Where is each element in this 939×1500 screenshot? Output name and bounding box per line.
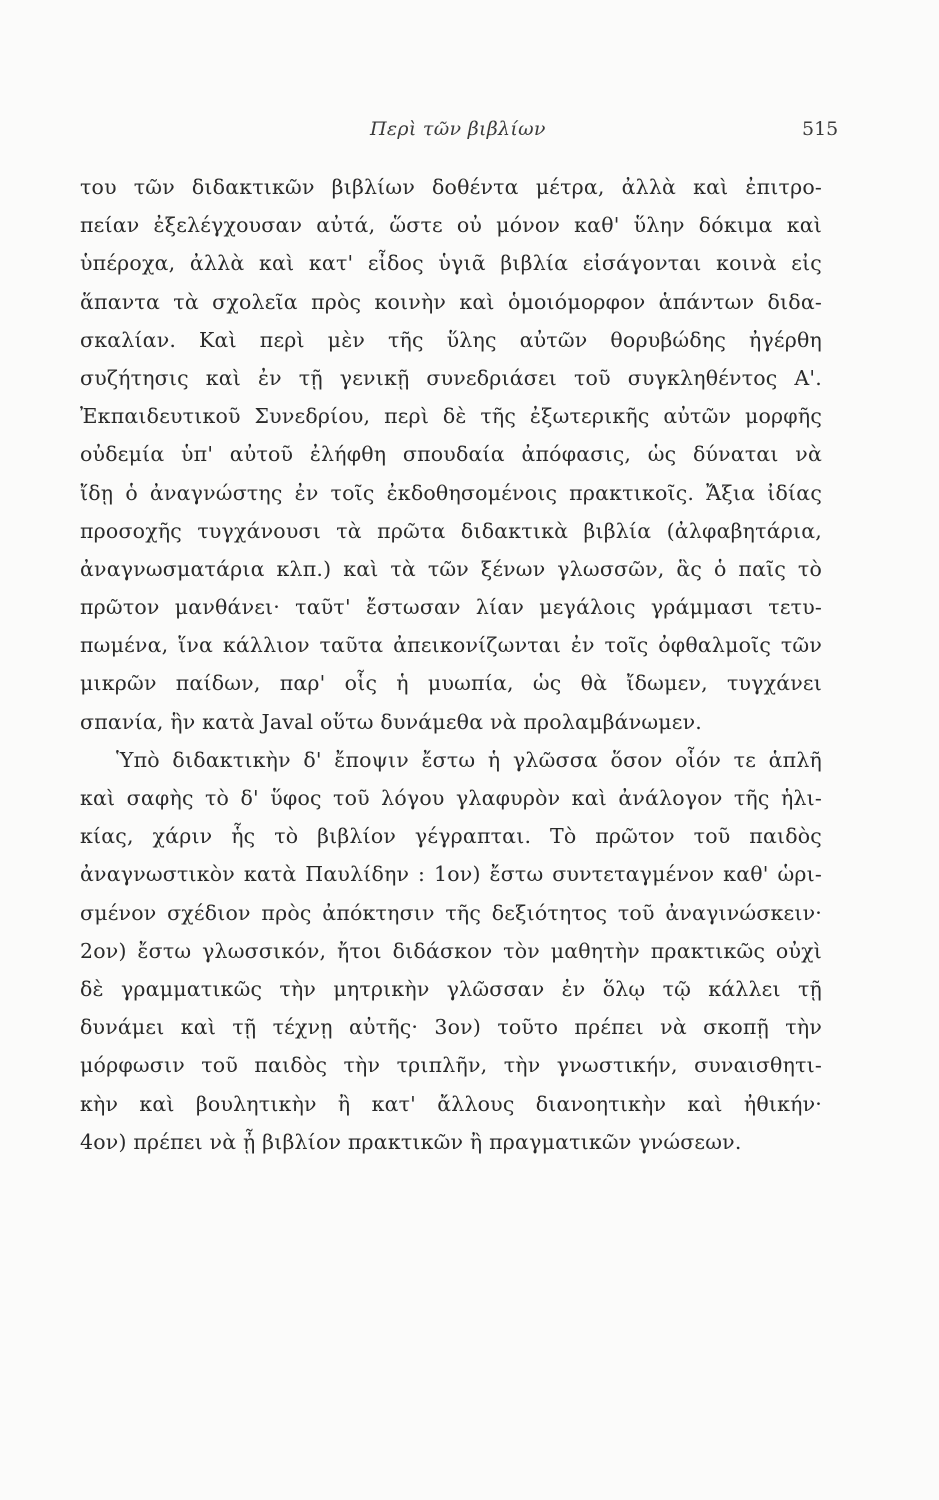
text-line: συζήτησις καὶ ἐν τῇ γενικῇ συνεδριάσει τοῦ συγκληθέντος Α'. (80, 365, 822, 390)
text-line: ἀναγνωστικὸν κατὰ Παυλίδην : 1ον) ἔστω συντεταγμένον καθ' ὡρι- (80, 862, 822, 887)
text-line: ἴδῃ ὁ ἀναγνώστης ἐν τοῖς ἐκδοθησομένοις πρακτικοῖς. Ἄξια ἰδίας (80, 480, 822, 505)
text-line: σπανία, ἣν κατὰ Javal οὕτω δυνάμεθα νὰ προλαμβάνωμεν. (80, 709, 702, 734)
text-line: κίας, χάριν ἧς τὸ βιβλίον γέγραπται. Τὸ πρῶτον τοῦ παιδὸς (80, 824, 822, 849)
text-line: ὑπέροχα, ἀλλὰ καὶ κατ' εἶδος ὑγιᾶ βιβλία εἰσάγονται κοινὰ εἰς (80, 251, 822, 276)
text-line: 2ον) ἔστω γλωσσικόν, ἤτοι διδάσκον τὸν μαθητὴν πρακτικῶς οὐχὶ (80, 938, 822, 963)
text-line: του τῶν διδακτικῶν βιβλίων δοθέντα μέτρα, ἀλλὰ καὶ ἐπιτρο- (80, 175, 822, 199)
text-line: καὶ σαφὴς τὸ δ' ὕφος τοῦ λόγου γλαφυρὸν καὶ ἀνάλογον τῆς ἡλι- (80, 786, 822, 810)
text-line: μικρῶν παίδων, παρ' οἷς ἡ μυωπία, ὡς θὰ ἴδωμεν, τυγχάνει (80, 671, 822, 696)
text-line: ἅπαντα τὰ σχολεῖα πρὸς κοινὴν καὶ ὁμοιόμορφον ἁπάντων διδα- (80, 289, 822, 314)
text-line: οὐδεμία ὑπ' αὐτοῦ ἐλήφθη σπουδαία ἀπόφασις, ὡς δύναται νὰ (80, 442, 822, 467)
text-line: μόρφωσιν τοῦ παιδὸς τὴν τριπλῆν, τὴν γνωστικήν, συναισθητι- (80, 1053, 822, 1078)
running-head: Περὶ τῶν βιβλίων (370, 118, 546, 140)
body-text (80, 168, 822, 1161)
text-line: προσοχῆς τυγχάνουσι τὰ πρῶτα διδακτικὰ βιβλία (ἀλφαβητάρια, (80, 518, 822, 543)
text-line: Ἐκπαιδευτικοῦ Συνεδρίου, περὶ δὲ τῆς ἐξωτερικῆς αὐτῶν μορφῆς (80, 404, 822, 429)
text-line: σμένον σχέδιον πρὸς ἀπόκτησιν τῆς δεξιότητος τοῦ ἀναγινώσκειν· (80, 900, 822, 925)
text-line: πωμένα, ἵνα κάλλιον ταῦτα ἀπεικονίζωνται ἐν τοῖς ὀφθαλμοῖς τῶν (80, 633, 822, 658)
text-line: σκαλίαν. Καὶ περὶ μὲν τῆς ὕλης αὐτῶν θορυβώδης ἠγέρθη (80, 327, 822, 352)
page-header (0, 118, 939, 148)
page-number: 515 (802, 118, 839, 140)
text-line: 4ον) πρέπει νὰ ᾖ βιβλίον πρακτικῶν ἢ πραγματικῶν γνώσεων. (80, 1129, 742, 1154)
text-line: δυνάμει καὶ τῇ τέχνῃ αὐτῆς· 3ον) τοῦτο πρέπει νὰ σκοπῇ τὴν (80, 1015, 822, 1040)
text-line: δὲ γραμματικῶς τὴν μητρικὴν γλῶσσαν ἐν ὅλῳ τῷ κάλλει τῇ (80, 976, 822, 1001)
text-line: Ὑπὸ διδακτικὴν δ' ἔποψιν ἔστω ἡ γλῶσσα ὅσον οἷόν τε ἁπλῆ (116, 747, 822, 772)
text-line: κὴν καὶ βουλητικὴν ἢ κατ' ἄλλους διανοητικὴν καὶ ἠθικήν· (80, 1091, 822, 1116)
text-line: πρῶτον μανθάνει· ταῦτ' ἔστωσαν λίαν μεγάλοις γράμμασι τετυ- (80, 595, 822, 620)
text-line: ἀναγνωσματάρια κλπ.) καὶ τὰ τῶν ξένων γλωσσῶν, ἃς ὁ παῖς τὸ (80, 556, 822, 581)
text-line: πείαν ἐξελέγχουσαν αὐτά, ὥστε οὐ μόνον καθ' ὕλην δόκιμα καὶ (80, 213, 822, 238)
